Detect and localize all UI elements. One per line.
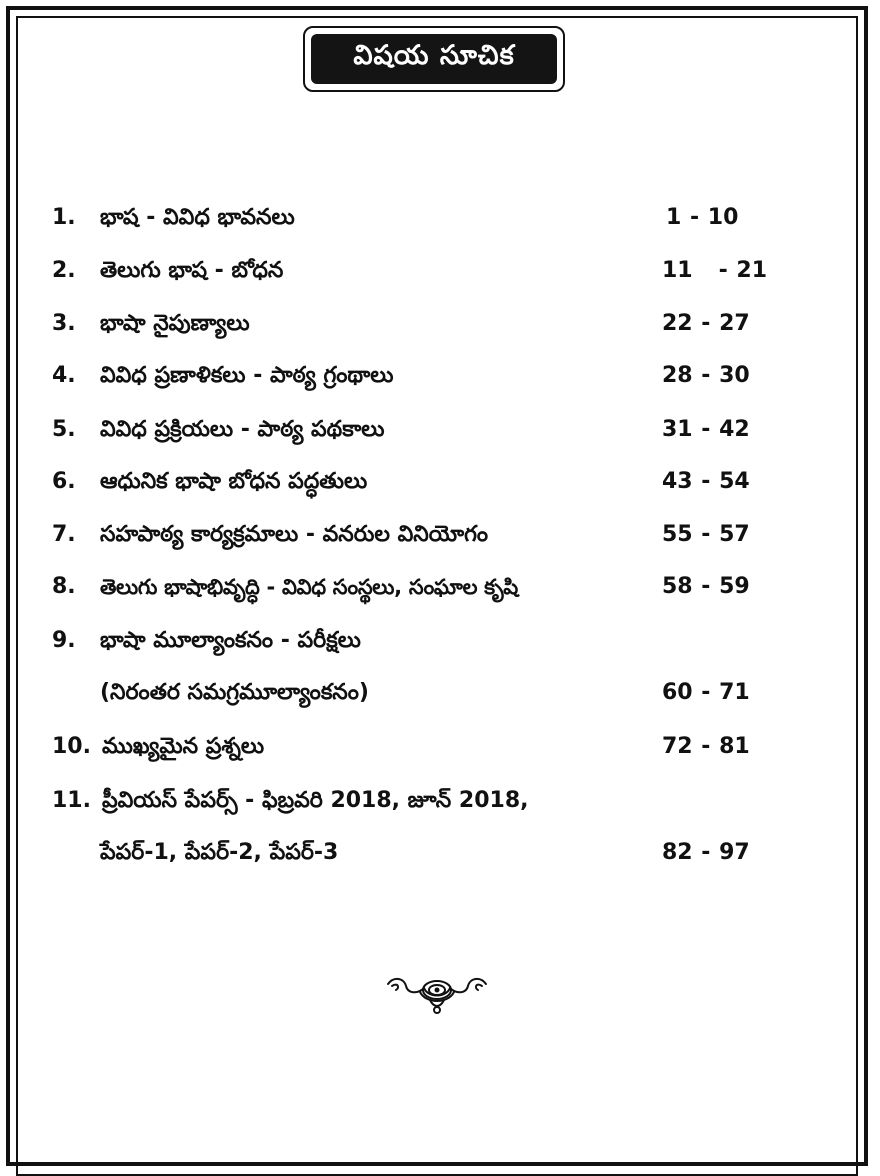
toc-item-pages: 60 - 71 [662, 680, 750, 705]
ornament-icon [384, 972, 490, 1016]
toc-item-title: తెలుగు భాషాభివృద్ధి - వివిధ సంస్థలు, సంఘాల కృషి [100, 575, 518, 599]
toc-item-title: ఆధునిక భాషా బోధన పద్ధతులు [100, 469, 368, 494]
toc-item-pages: 11 - 21 [662, 258, 767, 283]
toc-item[interactable] [52, 462, 792, 502]
toc-item[interactable] [52, 251, 792, 291]
toc-item-title: తెలుగు భాష - బోధన [100, 258, 284, 283]
toc-item-continuation[interactable] [52, 673, 792, 713]
toc-item-pages: 82 - 97 [662, 840, 750, 865]
toc-item-pages: 55 - 57 [662, 522, 750, 547]
toc-item[interactable] [52, 621, 792, 661]
toc-item-number: 5. [52, 417, 76, 442]
toc-item-number: 4. [52, 363, 76, 388]
toc-item-pages: 28 - 30 [662, 363, 750, 388]
page-title: విషయ సూచిక [311, 34, 557, 84]
toc-item-number: 11. [52, 788, 91, 813]
toc-item[interactable] [52, 567, 792, 607]
title-frame [303, 26, 565, 92]
toc-item[interactable] [52, 356, 792, 396]
toc-item-title: వివిధ ప్రణాళికలు - పాఠ్య గ్రంథాలు [100, 363, 394, 388]
toc-item-number: 6. [52, 469, 76, 494]
toc-item-pages: 1 - 10 [666, 205, 739, 230]
toc-item-number: 9. [52, 628, 76, 653]
toc-item-number: 3. [52, 311, 76, 336]
toc-item[interactable] [52, 304, 792, 344]
toc-item-title: భాషా నైపుణ్యాలు [100, 311, 250, 336]
toc-item[interactable] [52, 515, 792, 555]
toc-item-title: భాష - వివిధ భావనలు [100, 205, 295, 230]
toc-item-number: 2. [52, 258, 76, 283]
toc-item-title: భాషా మూల్యాంకనం - పరీక్షలు [100, 628, 361, 653]
toc-item-subtitle: పేపర్-1, పేపర్-2, పేపర్-3 [100, 840, 339, 865]
toc-item-number: 10. [52, 734, 91, 759]
toc-item-continuation[interactable] [52, 833, 792, 873]
toc-item[interactable] [52, 727, 792, 767]
toc-item-number: 8. [52, 574, 76, 599]
toc-item-subtitle: (నిరంతర సమగ్రమూల్యాంకనం) [100, 680, 369, 705]
toc-item[interactable] [52, 410, 792, 450]
toc-item-title: సహపాఠ్య కార్యక్రమాలు - వనరుల వినియోగం [100, 522, 489, 547]
toc-item-pages: 31 - 42 [662, 417, 750, 442]
toc-item-number: 7. [52, 522, 76, 547]
toc-item[interactable] [52, 198, 792, 238]
toc-item[interactable] [52, 781, 792, 821]
toc-item-title: ముఖ్యమైన ప్రశ్నలు [102, 734, 265, 759]
toc-item-pages: 43 - 54 [662, 469, 750, 494]
toc-item-pages: 58 - 59 [662, 574, 750, 599]
toc-item-pages: 22 - 27 [662, 311, 750, 336]
toc-item-number: 1. [52, 205, 76, 230]
toc-item-title: వివిధ ప్రక్రియలు - పాఠ్య పథకాలు [100, 417, 385, 442]
toc-item-pages: 72 - 81 [662, 734, 750, 759]
toc-item-title: ప్రీవియస్ పేపర్స్ - ఫిబ్రవరి 2018, జూన్ 2018, [102, 788, 529, 813]
